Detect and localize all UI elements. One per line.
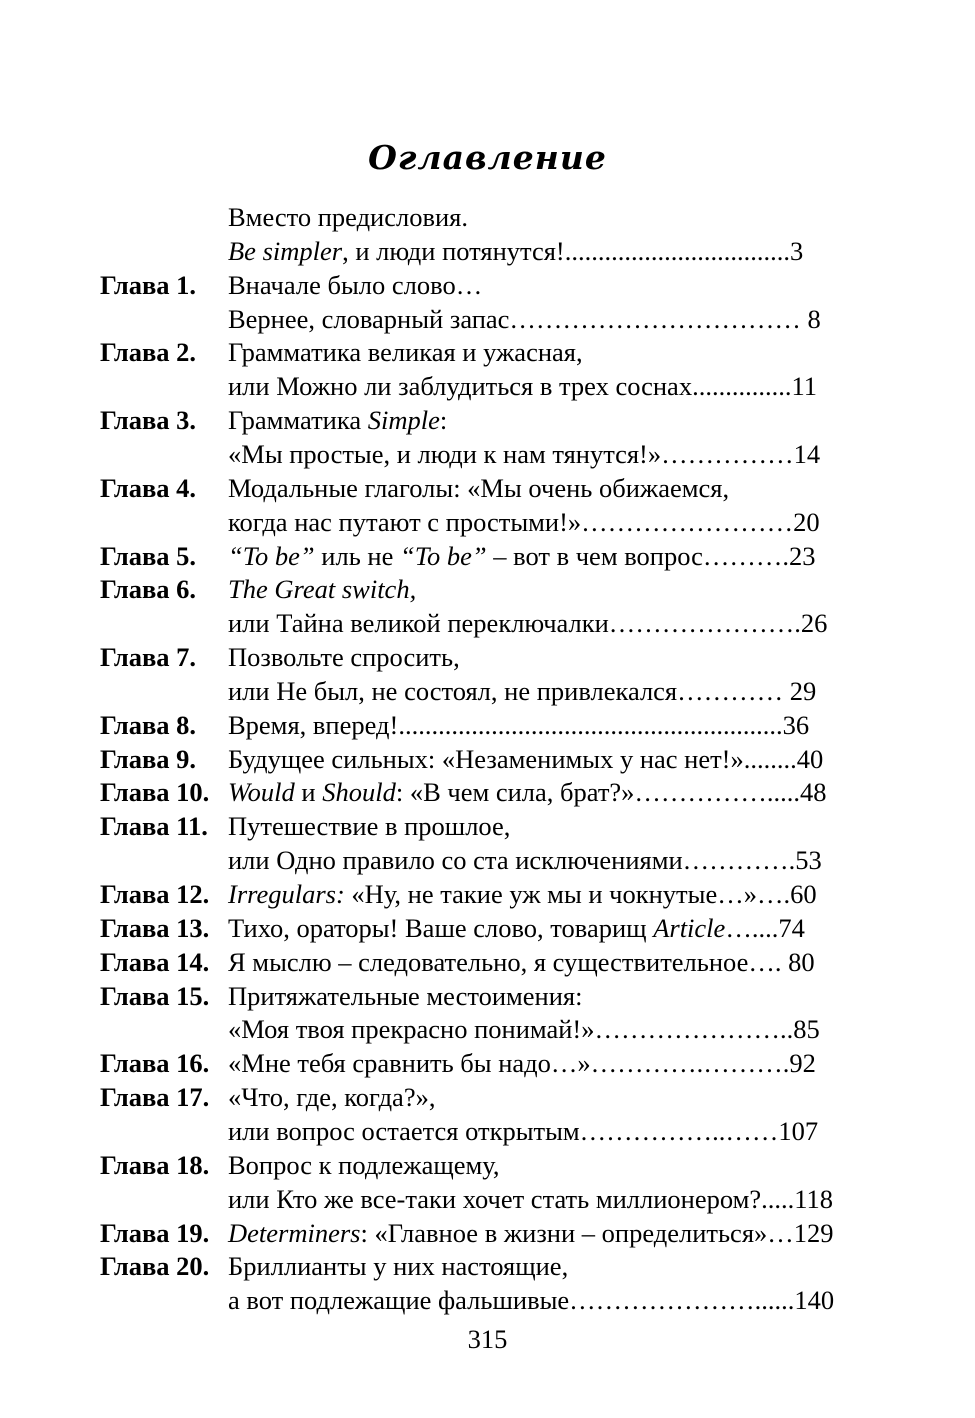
toc-row: [0, 708, 975, 742]
text-fragment: Грамматика великая и ужасная,: [228, 337, 583, 367]
chapter-label: Глава 1.: [100, 270, 197, 300]
text-fragment: Позвольте спросить,: [228, 642, 460, 672]
toc-entry-text: [228, 979, 582, 1013]
toc-entry-text: [228, 945, 815, 979]
toc-entry-text: [228, 1182, 833, 1216]
toc-entry-text: [228, 1148, 500, 1182]
italic-fragment: Should: [322, 777, 396, 807]
text-fragment: «Моя твоя прекрасно понимай!»…………………..85: [228, 1014, 820, 1044]
chapter-label: Глава 2.: [100, 337, 197, 367]
toc-row: [0, 1148, 975, 1182]
toc-row: [0, 775, 975, 809]
toc-row: [0, 1249, 975, 1283]
text-fragment: а вот подлежащие фальшивые…………………......140: [228, 1285, 835, 1315]
text-fragment: и: [294, 777, 323, 807]
toc-row: [0, 505, 975, 539]
toc-entry-text: [228, 1283, 834, 1317]
toc-row: [0, 1114, 975, 1148]
text-fragment: …....74: [725, 913, 805, 943]
text-fragment: иль не: [314, 541, 400, 571]
toc-entry-text: [228, 708, 809, 742]
text-fragment: Притяжательные местоимения:: [228, 981, 583, 1011]
italic-fragment: “To be”: [399, 541, 487, 571]
toc-entry-text: [228, 437, 820, 471]
toc-entry-text: [228, 471, 729, 505]
italic-fragment: “To be”: [228, 541, 315, 571]
text-fragment: Путешествие в прошлое,: [228, 811, 511, 841]
toc-row: [0, 1046, 975, 1080]
toc-row: [0, 1283, 975, 1317]
chapter-label: Глава 14.: [100, 947, 210, 977]
toc-row: [0, 945, 975, 979]
chapter-label: Глава 19.: [100, 1218, 210, 1248]
toc-entry-text: [228, 539, 816, 573]
chapter-label: Глава 16.: [100, 1048, 210, 1078]
toc-row: [0, 1012, 975, 1046]
toc-row: [0, 234, 975, 268]
toc-row: [0, 911, 975, 945]
toc-row: [0, 572, 975, 606]
toc-row: [0, 200, 975, 234]
chapter-label: Глава 13.: [100, 913, 210, 943]
text-fragment: или Не был, не состоял, не привлекался………… 29: [228, 676, 817, 706]
chapter-label: Глава 9.: [100, 744, 197, 774]
italic-fragment: Be simpler: [228, 236, 343, 266]
text-fragment: или вопрос остается открытым……………..……107: [228, 1116, 819, 1146]
text-fragment: «Что, где, когда?»,: [228, 1082, 436, 1112]
text-fragment: «Мне тебя сравнить бы надо…»………….……….92: [228, 1048, 816, 1078]
toc-entry-text: [228, 843, 822, 877]
text-fragment: Вначале было слово…: [228, 270, 483, 300]
toc-row: [0, 742, 975, 776]
toc-entry-text: [228, 200, 468, 234]
text-fragment: Я мыслю – следовательно, я существительное…. 80: [228, 947, 815, 977]
toc-entry-text: [228, 640, 460, 674]
toc-entry-text: [228, 911, 805, 945]
text-fragment: когда нас путают с простыми!»……………………20: [228, 507, 820, 537]
chapter-label: Глава 15.: [100, 981, 210, 1011]
toc-entry-text: [228, 1249, 568, 1283]
toc-row: [0, 268, 975, 302]
chapter-label: Глава 17.: [100, 1082, 210, 1112]
chapter-label: Глава 4.: [100, 473, 197, 503]
toc-entry-text: [228, 335, 583, 369]
text-fragment: Бриллианты у них настоящие,: [228, 1251, 569, 1281]
toc-entry-text: [228, 369, 817, 403]
chapter-label: Глава 3.: [100, 405, 197, 435]
toc-row: [0, 437, 975, 471]
toc-entry-text: [228, 674, 816, 708]
toc-entry-text: [228, 1012, 820, 1046]
text-fragment: : «В чем сила, брат?»…………….....48: [395, 777, 827, 807]
toc-entry-text: [228, 742, 823, 776]
toc-row: [0, 471, 975, 505]
chapter-label: Глава 20.: [100, 1251, 210, 1281]
italic-fragment: Determiners: [228, 1218, 361, 1248]
text-fragment: или Одно правило со ста исключениями………….53: [228, 845, 822, 875]
toc-entry-text: [228, 1216, 834, 1250]
toc-entry-text: [228, 268, 482, 302]
chapter-label: Глава 18.: [100, 1150, 210, 1180]
text-fragment: :: [439, 405, 448, 435]
italic-fragment: The Great switch,: [228, 574, 417, 604]
toc-entry-text: [228, 809, 510, 843]
toc-row: [0, 877, 975, 911]
text-fragment: Вместо предисловия.: [228, 202, 468, 232]
toc-row: [0, 1216, 975, 1250]
text-fragment: «Мы простые, и люди к нам тянутся!»……………14: [228, 439, 821, 469]
toc-row: [0, 606, 975, 640]
text-fragment: : «Главное в жизни – определиться»…129: [360, 1218, 834, 1248]
text-fragment: Будущее сильных: «Незаменимых у нас нет!»........40: [228, 744, 824, 774]
text-fragment: или Тайна великой переключалки………………….26: [228, 608, 828, 638]
toc-row: [0, 843, 975, 877]
italic-fragment: Irregulars:: [228, 879, 345, 909]
chapter-label: Глава 5.: [100, 541, 197, 571]
toc-row: [0, 1080, 975, 1114]
chapter-label: Глава 7.: [100, 642, 197, 672]
toc-row: [0, 369, 975, 403]
chapter-label: Глава 6.: [100, 574, 197, 604]
toc-row: [0, 674, 975, 708]
text-fragment: или Кто же все-таки хочет стать миллионером?.....118: [228, 1184, 834, 1214]
chapter-label: Глава 11.: [100, 811, 208, 841]
italic-fragment: Simple: [367, 405, 440, 435]
toc-entry-text: [228, 1046, 816, 1080]
toc-row: [0, 809, 975, 843]
page-title: Оглавление: [368, 138, 607, 177]
text-fragment: Время, вперед!..........................................................36: [228, 710, 810, 740]
text-fragment: Модальные глаголы: «Мы очень обижаемся,: [228, 473, 730, 503]
toc-entry-text: [228, 877, 817, 911]
toc-entry-text: [228, 505, 820, 539]
toc-row: [0, 979, 975, 1013]
text-fragment: Тихо, ораторы! Ваше слово, товарищ: [228, 913, 654, 943]
italic-fragment: Article: [653, 913, 726, 943]
toc-row: [0, 302, 975, 336]
toc-entry-text: [228, 1080, 435, 1114]
toc-entry-text: [228, 302, 821, 336]
toc-row: [0, 403, 975, 437]
text-fragment: Вопрос к подлежащему,: [228, 1150, 500, 1180]
toc-row: [0, 640, 975, 674]
toc-row: [0, 1182, 975, 1216]
toc-entry-text: [228, 234, 803, 268]
chapter-label: Глава 12.: [100, 879, 210, 909]
chapter-label: Глава 10.: [100, 777, 210, 807]
toc-entry-text: [228, 1114, 818, 1148]
italic-fragment: Would: [228, 777, 295, 807]
text-fragment: – вот в чем вопрос……….23: [486, 541, 816, 571]
text-fragment: Грамматика: [228, 405, 368, 435]
toc-row: [0, 539, 975, 573]
text-fragment: Вернее, словарный запас…………………………… 8: [228, 304, 821, 334]
toc-entry-text: [228, 403, 447, 437]
toc-entry-text: [228, 572, 416, 606]
page-number: 315: [467, 1324, 508, 1354]
toc-entry-text: [228, 606, 827, 640]
chapter-label: Глава 8.: [100, 710, 197, 740]
toc-entry-text: [228, 775, 827, 809]
text-fragment: или Можно ли заблудиться в трех соснах...............11: [228, 371, 817, 401]
toc-row: [0, 335, 975, 369]
text-fragment: «Ну, не такие уж мы и чокнутые…»….60: [344, 879, 817, 909]
text-fragment: , и люди потянутся!..................................3: [342, 236, 804, 266]
